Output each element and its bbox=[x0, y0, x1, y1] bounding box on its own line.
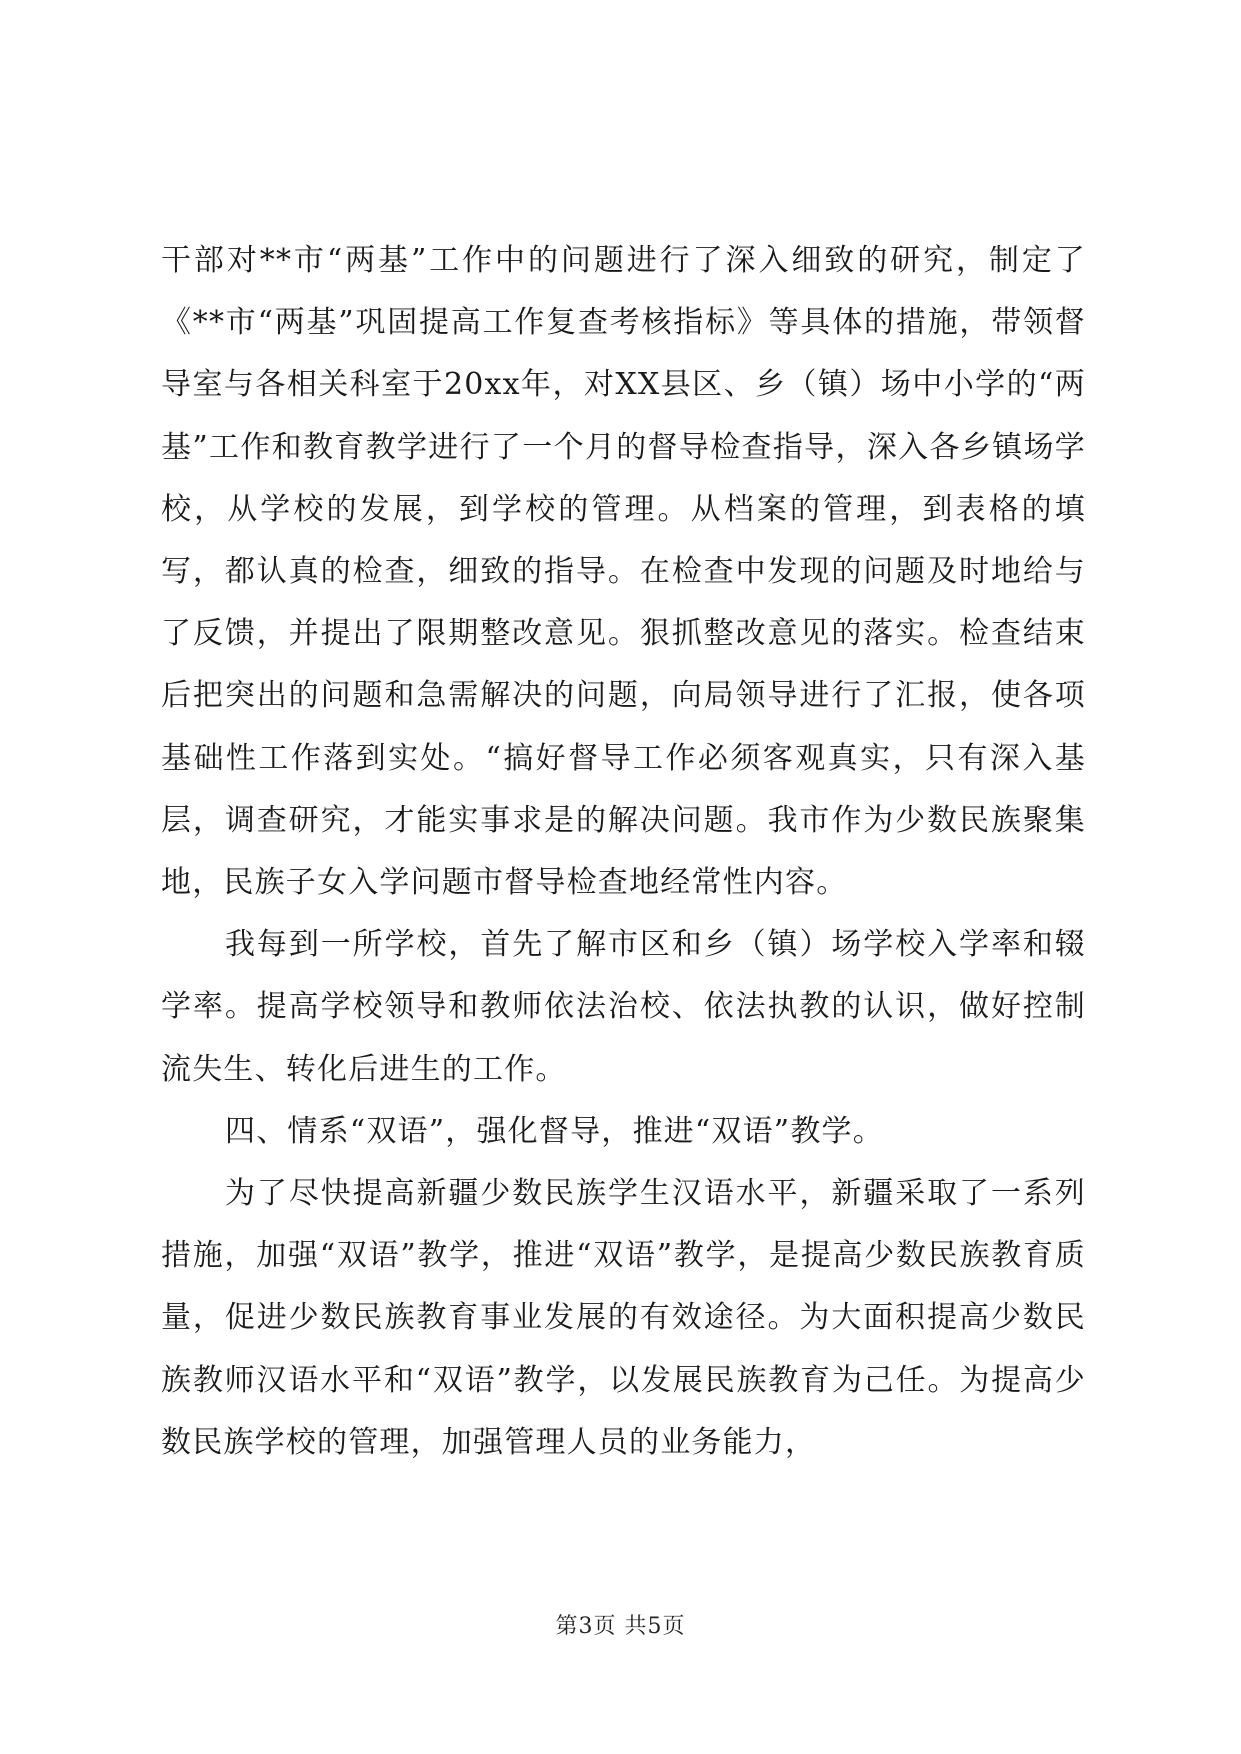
paragraph-enrollment: 我每到一所学校，首先了解市区和乡（镇）场学校入学率和辍学率。提高学校领导和教师依法治校、依法执教的认识，做好控制流失生、转化后进生的工作。 bbox=[161, 927, 1086, 1087]
section-heading-bilingual: 四、情系“双语”，强化督导，推进“双语”教学。 bbox=[225, 1113, 884, 1149]
paragraph-continuation: 干部对**市“两基”工作中的问题进行了深入细致的研究，制定了《**市“两基”巩固提高工作复查考核指标》等具体的措施，带领督导室与各相关科室于20xx年，对XX县区、乡（镇）场中小学的“两基”工作和教育教学进行了一个月的督导检查指导，深入各乡镇场学校，从学校的发展，到学校的管理。从档案的管理，到表格的填写，都认真的检查，细致的指导。在检查中发现的问题及时地给与了反馈，并提出了限期整改意见。狠抓整改意见的落实。检查结束后把突出的问题和急需解决的问题，向局领导进行了汇报，使各项基础性工作落到实处。“搞好督导工作必须客观真实，只有深入基层，调查研究，才能实事求是的解决问题。我市作为少数民族聚集地，民族子女入学问题市督导检查地经常性内容。 bbox=[161, 243, 1086, 901]
document-body bbox=[161, 230, 1086, 1474]
page-number-footer: 第3页 共5页 bbox=[555, 1614, 686, 1639]
paragraph-bilingual: 为了尽快提高新疆少数民族学生汉语水平，新疆采取了一系列措施，加强“双语”教学，推进“双语”教学，是提高少数民族教育质量，促进少数民族教育事业发展的有效途径。为大面积提高少数民族教师汉语水平和“双语”教学，以发展民族教育为己任。为提高少数民族学校的管理，加强管理人员的业务能力， bbox=[161, 1176, 1086, 1460]
